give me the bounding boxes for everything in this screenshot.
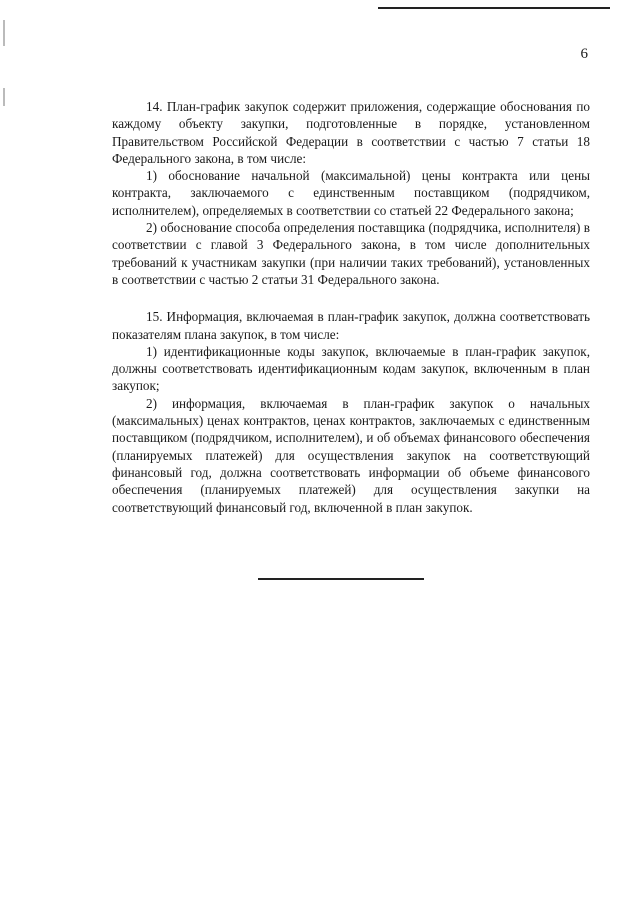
paragraph-14-item-1: 1) обоснование начальной (максимальной) цены контракта или цены контракта, заключаемого с единственным поставщиком (подрядчиком, исполнителем), определяемых в соответствии со статьей 22 Федерального закона; bbox=[112, 168, 590, 218]
document-body bbox=[112, 98, 590, 516]
paragraph-15-item-1: 1) идентификационные коды закупок, включаемые в план-график закупок, должны соответствовать идентификационным кодам закупок, включенным в план закупок; bbox=[112, 343, 590, 394]
paragraph-15-item-2: 2) информация, включаемая в план-график закупок о начальных (максимальных) ценах контрактов, ценах контрактов, заключаемых с единственным поставщиком (подрядчиком, исполнителем), и об объемах финансового обеспечения (планируемых платежей) для осуществления закупок на соответствующий финансовый год, должна соответствовать информации об объеме финансового обеспечения (планируемых платежей) для осуществления закупки на соответствующий финансовый год, включенной в план закупок. bbox=[112, 395, 590, 515]
scan-margin-mark bbox=[3, 88, 5, 106]
paragraph-14-item-2: 2) обоснование способа определения поставщика (подрядчика, исполнителя) в соответствии с главой 3 Федерального закона, в том числе дополнительных требований к участникам закупки (при наличии таких требований), установленных в соответствии с частью 2 статьи 31 Федерального закона. bbox=[112, 220, 590, 287]
page-number: 6 bbox=[580, 46, 588, 62]
scan-margin-mark bbox=[3, 20, 5, 46]
paragraph-14: 14. План-график закупок содержит приложения, содержащие обоснования по каждому объекту закупки, подготовленные в порядке, установленном Правительством Российской Федерации в соответствии с частью 7 статьи 18 Федерального закона, в том числе: bbox=[112, 99, 590, 166]
end-of-document-rule bbox=[258, 578, 424, 580]
paragraph-15: 15. Информация, включаемая в план-график закупок, должна соответствовать показателям плана закупок, в том числе: bbox=[112, 309, 590, 342]
header-rule bbox=[378, 7, 610, 9]
